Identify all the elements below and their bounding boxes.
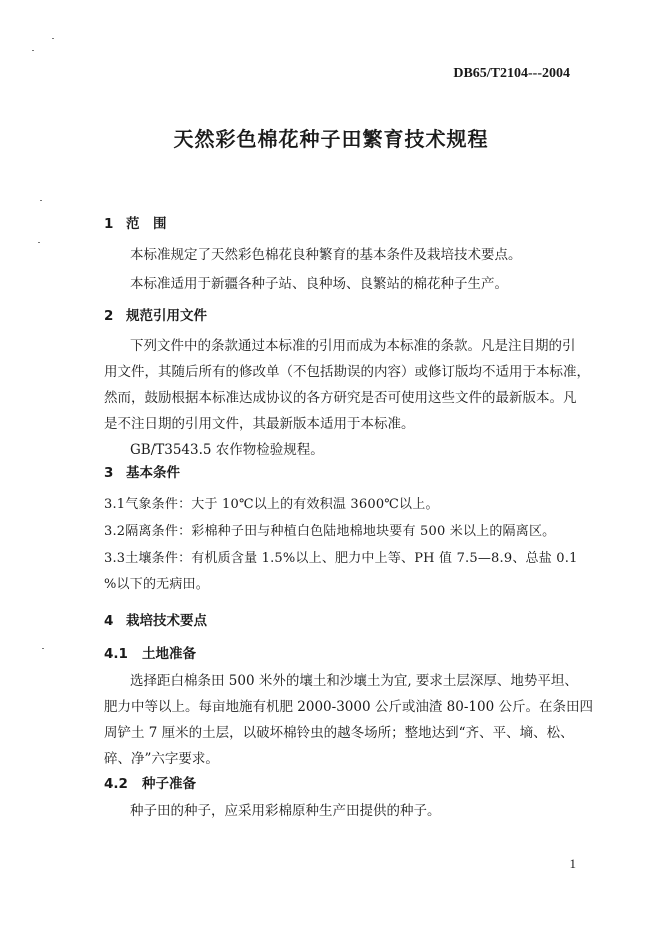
- section-4-1-line-4: 碎、净”六字要求。: [104, 751, 219, 767]
- section-4-1-line-1: 选择距白棉条田 500 米外的壤土和沙壤土为宜, 要求土层深厚、地势平坦、: [130, 673, 578, 689]
- section-2-line-2: 用文件，其随后所有的修改单（不包括勘误的内容）或修订版均不适用于本标准，: [104, 364, 590, 380]
- section-3-item-1: 3.1气象条件：大于 10℃以上的有效积温 3600℃以上。: [104, 497, 439, 512]
- scan-speck: [38, 242, 40, 243]
- scan-speck: [52, 38, 54, 39]
- section-3-title: 基本条件: [126, 465, 180, 481]
- section-2-line-3: 然而，鼓励根据本标准达成协议的各方研究是否可使用这些文件的最新版本。凡: [104, 390, 577, 406]
- section-2-number: 2: [104, 308, 114, 324]
- scan-speck: [42, 648, 44, 649]
- section-2-line-1: 下列文件中的条款通过本标准的引用而成为本标准的条款。凡是注目期的引: [130, 338, 576, 354]
- section-1-number: 1: [104, 216, 114, 232]
- section-3-item-2: 3.2隔离条件：彩棉种子田与种植白色陆地棉地块要有 500 米以上的隔离区。: [104, 524, 556, 539]
- section-2-line-4: 是不注日期的引用文件，其最新版本适用于本标准。: [104, 416, 415, 432]
- section-4-1-line-3: 周铲土 7 厘米的土层，以破坏棉铃虫的越冬场所；整地达到“齐、平、墒、松、: [104, 725, 574, 741]
- section-3-heading: [104, 461, 180, 481]
- section-4-2-heading: [104, 772, 196, 792]
- section-4-1-number: 4.1: [104, 646, 128, 662]
- standard-number: DB65/T2104---2004: [453, 66, 570, 81]
- page-number: 1: [569, 856, 576, 871]
- section-4-2-title: 种子准备: [142, 776, 196, 792]
- section-2-reference: GB/T3543.5 农作物检验规程。: [130, 442, 324, 458]
- scan-speck: [32, 50, 34, 51]
- section-1-heading: [104, 212, 167, 232]
- section-3-item-3-continued: %以下的无病田。: [104, 577, 209, 592]
- section-2-title: 规范引用文件: [126, 308, 207, 324]
- section-4-2-number: 4.2: [104, 776, 128, 792]
- scan-speck: [40, 200, 42, 201]
- section-1-paragraph-2: 本标准适用于新疆各种子站、良种场、良繁站的棉花种子生产。: [130, 276, 508, 292]
- section-4-1-title: 土地准备: [142, 646, 196, 662]
- section-4-2-line-1: 种子田的种子，应采用彩棉原种生产田提供的种子。: [130, 803, 441, 819]
- section-3-item-3: 3.3土壤条件：有机质含量 1.5%以上、肥力中上等、PH 值 7.5—8.9、总盐 0.1: [104, 551, 578, 566]
- section-1-paragraph-1: 本标准规定了天然彩色棉花良种繁育的基本条件及栽培技术要点。: [130, 247, 522, 263]
- section-4-number: 4: [104, 613, 114, 629]
- section-2-heading: [104, 304, 207, 324]
- section-4-heading: [104, 609, 207, 629]
- section-4-title: 栽培技术要点: [126, 613, 207, 629]
- section-4-1-line-2: 肥力中等以上。每亩地施有机肥 2000-3000 公斤或油渣 80-100 公斤。在条田四: [104, 699, 593, 715]
- section-1-title: 范 围: [126, 216, 167, 232]
- section-4-1-heading: [104, 642, 196, 662]
- section-3-number: 3: [104, 465, 114, 481]
- document-title: 天然彩色棉花种子田繁育技术规程: [173, 127, 489, 151]
